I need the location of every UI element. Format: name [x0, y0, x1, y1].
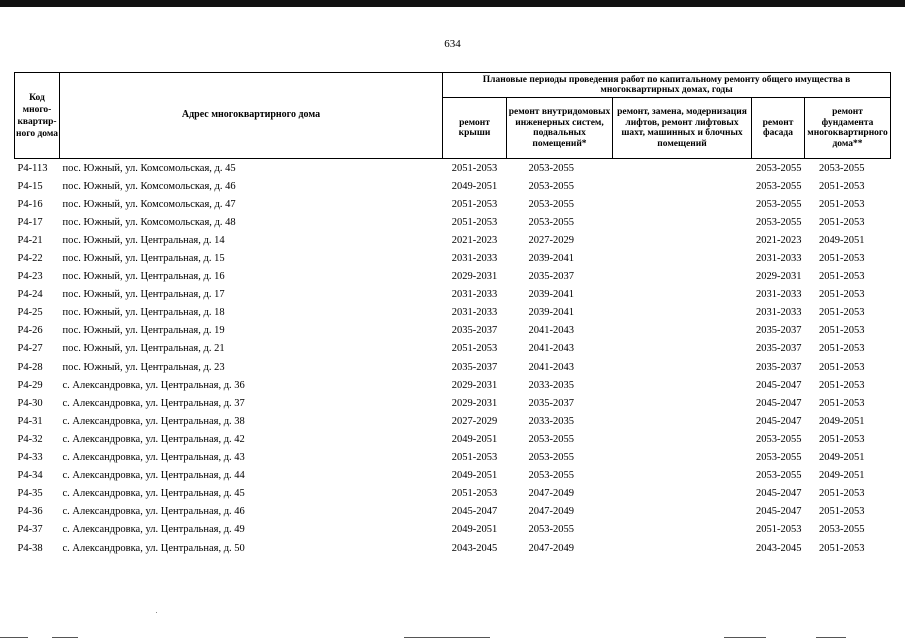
table-row: [15, 539, 891, 557]
row-address: пос. Южный, ул. Центральная, д. 19: [62, 325, 225, 337]
row-facade: 2045-2047: [756, 415, 802, 427]
table-row: [15, 376, 891, 394]
row-elevators: [613, 376, 752, 394]
row-address: пос. Южный, ул. Центральная, д. 23: [62, 361, 225, 373]
table-row: [15, 177, 891, 195]
top-border: [0, 0, 905, 7]
row-foundation: 2051-2053: [819, 216, 865, 228]
footer-line: [52, 637, 78, 638]
row-code: Р4-30: [17, 397, 43, 409]
row-roof: 2031-2033: [451, 289, 498, 301]
header-address: Адрес многоквартирного дома: [60, 73, 443, 159]
row-engineering: 2047-2049: [528, 542, 574, 554]
row-facade: 2035-2037: [756, 361, 802, 373]
row-foundation: 2051-2053: [819, 361, 865, 373]
header-roof: ремонт крыши: [443, 98, 507, 159]
table-row: [15, 340, 891, 358]
table-row: [15, 467, 891, 485]
table-row: [15, 412, 891, 430]
table-row: [15, 358, 891, 376]
repair-schedule-table: [14, 72, 891, 557]
row-foundation: 2051-2053: [819, 198, 865, 210]
row-foundation: 2051-2053: [819, 325, 865, 337]
row-address: пос. Южный, ул. Комсомольская, д. 45: [62, 162, 236, 174]
header-foundation: ремонт фундамента многоквартирного дома**: [805, 98, 891, 159]
row-code: Р4-35: [17, 488, 43, 500]
row-elevators: [613, 539, 752, 557]
row-engineering: 2033-2035: [528, 415, 574, 427]
row-facade: 2031-2033: [756, 307, 802, 319]
row-foundation: 2051-2053: [819, 289, 865, 301]
row-elevators: [613, 177, 752, 195]
row-foundation: 2051-2053: [819, 180, 865, 192]
row-foundation: 2049-2051: [819, 470, 865, 482]
row-code: Р4-16: [17, 198, 43, 210]
table-row: [15, 304, 891, 322]
row-facade: 2053-2055: [756, 433, 802, 445]
row-facade: 2051-2053: [756, 524, 802, 536]
row-address: пос. Южный, ул. Центральная, д. 17: [62, 289, 225, 301]
row-address: с. Александровка, ул. Центральная, д. 45: [62, 488, 245, 500]
table-row: [15, 394, 891, 412]
row-facade: 2045-2047: [756, 397, 802, 409]
row-roof: 2021-2023: [451, 234, 498, 246]
row-address: пос. Южный, ул. Комсомольская, д. 46: [62, 180, 236, 192]
row-engineering: 2035-2037: [528, 271, 574, 283]
row-elevators: [613, 340, 752, 358]
row-foundation: 2051-2053: [819, 542, 865, 554]
row-elevators: [613, 485, 752, 503]
row-address: пос. Южный, ул. Центральная, д. 18: [62, 307, 225, 319]
row-facade: 2053-2055: [756, 162, 802, 174]
row-engineering: 2053-2055: [528, 470, 574, 482]
row-code: Р4-24: [17, 289, 43, 301]
row-engineering: 2053-2055: [528, 162, 574, 174]
row-elevators: [613, 159, 752, 178]
table-row: [15, 503, 891, 521]
table-row: [15, 159, 891, 178]
row-elevators: [613, 412, 752, 430]
row-address: с. Александровка, ул. Центральная, д. 43: [62, 452, 245, 464]
row-engineering: 2027-2029: [528, 234, 574, 246]
table-row: [15, 485, 891, 503]
row-address: с. Александровка, ул. Центральная, д. 42: [62, 433, 245, 445]
row-address: с. Александровка, ул. Центральная, д. 46: [62, 506, 245, 518]
row-facade: 2035-2037: [756, 325, 802, 337]
footer-line: [724, 637, 766, 638]
row-elevators: [613, 249, 752, 267]
row-engineering: 2041-2043: [528, 343, 574, 355]
row-elevators: [613, 449, 752, 467]
row-elevators: [613, 195, 752, 213]
row-code: Р4-22: [17, 253, 43, 265]
row-code: Р4-37: [17, 524, 43, 536]
row-engineering: 2035-2037: [528, 397, 574, 409]
row-roof: 2049-2051: [451, 433, 498, 445]
footer-line: [816, 637, 846, 638]
row-foundation: 2051-2053: [819, 433, 865, 445]
row-facade: 2045-2047: [756, 379, 802, 391]
row-roof: 2027-2029: [451, 415, 498, 427]
row-code: Р4-29: [17, 379, 43, 391]
row-foundation: 2051-2053: [819, 379, 865, 391]
row-elevators: [613, 430, 752, 448]
table-row: [15, 213, 891, 231]
row-facade: 2021-2023: [756, 234, 802, 246]
row-facade: 2053-2055: [756, 198, 802, 210]
header-facade: ремонт фасада: [752, 98, 805, 159]
row-address: пос. Южный, ул. Комсомольская, д. 48: [62, 216, 236, 228]
row-elevators: [613, 268, 752, 286]
row-engineering: 2047-2049: [528, 506, 574, 518]
table-row: [15, 268, 891, 286]
row-facade: 2045-2047: [756, 506, 802, 518]
row-roof: 2051-2053: [451, 162, 498, 174]
row-code: Р4-36: [17, 506, 43, 518]
row-address: пос. Южный, ул. Центральная, д. 15: [62, 253, 225, 265]
row-code: Р4-34: [17, 470, 43, 482]
row-address: с. Александровка, ул. Центральная, д. 38: [62, 415, 245, 427]
row-foundation: 2051-2053: [819, 488, 865, 500]
table-row: [15, 322, 891, 340]
row-engineering: 2039-2041: [528, 253, 574, 265]
row-roof: 2051-2053: [451, 488, 498, 500]
table-row: [15, 195, 891, 213]
row-foundation: 2049-2051: [819, 452, 865, 464]
row-engineering: 2053-2055: [528, 198, 574, 210]
row-roof: 2031-2033: [451, 307, 498, 319]
row-address: с. Александровка, ул. Центральная, д. 37: [62, 397, 245, 409]
row-code: Р4-27: [17, 343, 43, 355]
row-elevators: [613, 503, 752, 521]
row-address: пос. Южный, ул. Комсомольская, д. 47: [62, 198, 236, 210]
header-elevators: ремонт, замена, модернизация лифтов, ремонт лифтовых шахт, машинных и блочных помещений: [613, 98, 752, 159]
row-foundation: 2051-2053: [819, 506, 865, 518]
table-row: [15, 231, 891, 249]
row-code: Р4-26: [17, 325, 43, 337]
header-planned-periods: Плановые периоды проведения работ по капитальному ремонту общего имущества в многоквартирных домах, годы: [443, 73, 891, 98]
row-foundation: 2049-2051: [819, 415, 865, 427]
row-elevators: [613, 286, 752, 304]
row-foundation: 2053-2055: [819, 524, 865, 536]
row-roof: 2049-2051: [451, 180, 498, 192]
row-roof: 2049-2051: [451, 470, 498, 482]
row-engineering: 2041-2043: [528, 325, 574, 337]
row-elevators: [613, 521, 752, 539]
row-facade: 2035-2037: [756, 343, 802, 355]
row-facade: 2031-2033: [756, 253, 802, 265]
row-roof: 2029-2031: [451, 397, 498, 409]
row-foundation: 2049-2051: [819, 234, 865, 246]
row-roof: 2045-2047: [451, 506, 498, 518]
row-engineering: 2053-2055: [528, 180, 574, 192]
table-row: [15, 430, 891, 448]
footer-line: [404, 637, 490, 638]
table-body: [15, 159, 891, 558]
row-address: пос. Южный, ул. Центральная, д. 14: [62, 234, 225, 246]
row-address: с. Александровка, ул. Центральная, д. 36: [62, 379, 245, 391]
row-roof: 2035-2037: [451, 325, 498, 337]
row-code: Р4-33: [17, 452, 43, 464]
row-code: Р4-15: [17, 180, 43, 192]
row-engineering: 2053-2055: [528, 433, 574, 445]
row-address: пос. Южный, ул. Центральная, д. 16: [62, 271, 225, 283]
row-roof: 2035-2037: [451, 361, 498, 373]
row-code: Р4-23: [17, 271, 43, 283]
table-row: [15, 286, 891, 304]
row-engineering: 2041-2043: [528, 361, 574, 373]
row-engineering: 2039-2041: [528, 307, 574, 319]
table-row: [15, 249, 891, 267]
row-foundation: 2051-2053: [819, 253, 865, 265]
row-facade: 2053-2055: [756, 180, 802, 192]
row-engineering: 2053-2055: [528, 216, 574, 228]
row-address: с. Александровка, ул. Центральная, д. 44: [62, 470, 245, 482]
header-engineering: ремонт внутридомовых инженерных систем, подвальных помещений*: [507, 98, 613, 159]
row-facade: 2043-2045: [756, 542, 802, 554]
row-foundation: 2051-2053: [819, 271, 865, 283]
row-roof: 2049-2051: [451, 524, 498, 536]
row-roof: 2051-2053: [451, 198, 498, 210]
footer-line: [0, 637, 28, 638]
row-facade: 2029-2031: [756, 271, 802, 283]
row-code: Р4-113: [17, 162, 48, 174]
scan-speck: [156, 612, 157, 613]
row-roof: 2031-2033: [451, 253, 498, 265]
row-elevators: [613, 231, 752, 249]
row-roof: 2043-2045: [451, 542, 498, 554]
row-roof: 2029-2031: [451, 271, 498, 283]
row-code: Р4-28: [17, 361, 43, 373]
row-engineering: 2039-2041: [528, 289, 574, 301]
row-roof: 2051-2053: [451, 216, 498, 228]
table-row: [15, 449, 891, 467]
row-engineering: 2053-2055: [528, 524, 574, 536]
row-engineering: 2053-2055: [528, 452, 574, 464]
row-facade: 2031-2033: [756, 289, 802, 301]
row-elevators: [613, 358, 752, 376]
row-foundation: 2053-2055: [819, 162, 865, 174]
row-elevators: [613, 322, 752, 340]
row-engineering: 2033-2035: [528, 379, 574, 391]
row-address: с. Александровка, ул. Центральная, д. 50: [62, 542, 245, 554]
row-address: с. Александровка, ул. Центральная, д. 49: [62, 524, 245, 536]
row-foundation: 2051-2053: [819, 397, 865, 409]
row-elevators: [613, 394, 752, 412]
row-code: Р4-38: [17, 542, 43, 554]
page-number: 634: [444, 38, 461, 50]
row-code: Р4-17: [17, 216, 43, 228]
row-code: Р4-31: [17, 415, 43, 427]
row-foundation: 2051-2053: [819, 307, 865, 319]
row-facade: 2053-2055: [756, 216, 802, 228]
header-code: Код много-квартир-ного дома: [15, 73, 60, 159]
row-facade: 2045-2047: [756, 488, 802, 500]
row-elevators: [613, 304, 752, 322]
table-row: [15, 521, 891, 539]
row-facade: 2053-2055: [756, 452, 802, 464]
row-elevators: [613, 467, 752, 485]
row-code: Р4-21: [17, 234, 43, 246]
row-engineering: 2047-2049: [528, 488, 574, 500]
row-facade: 2053-2055: [756, 470, 802, 482]
row-roof: 2029-2031: [451, 379, 498, 391]
row-roof: 2051-2053: [451, 452, 498, 464]
row-foundation: 2051-2053: [819, 343, 865, 355]
row-address: пос. Южный, ул. Центральная, д. 21: [62, 343, 225, 355]
row-code: Р4-32: [17, 433, 43, 445]
row-code: Р4-25: [17, 307, 43, 319]
row-roof: 2051-2053: [451, 343, 498, 355]
row-elevators: [613, 213, 752, 231]
